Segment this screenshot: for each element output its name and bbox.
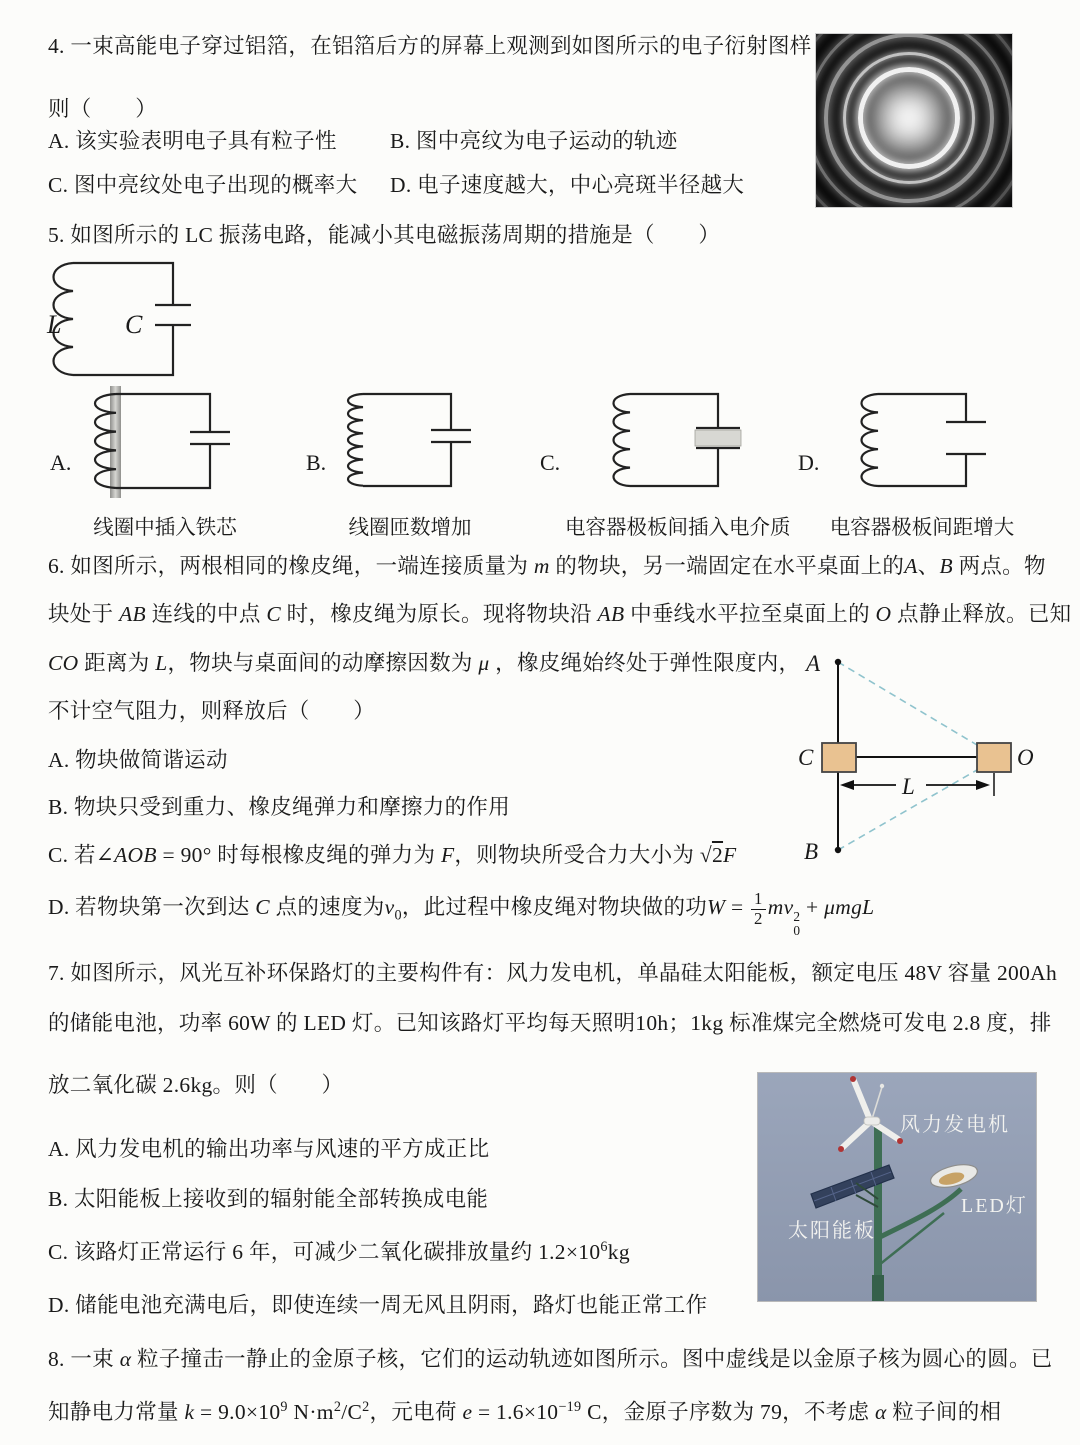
q6-option-d: D. 若物块第一次到达 C 点的速度为$v_0$，此过程中橡皮绳对物块做的功W = $\frac{1}{2}$ mv 2 0 + μmgL xyxy=(48,889,875,938)
inductor-coil xyxy=(614,394,631,486)
lamp-pole xyxy=(874,1125,882,1301)
q6-option-b: B. 物块只受到重力、橡皮绳弹力和摩擦力的作用 xyxy=(48,795,510,819)
diffraction-ring xyxy=(815,33,1013,208)
q6-option-a: A. 物块做简谐运动 xyxy=(48,748,228,772)
q4-option-a: A. 该实验表明电子具有粒子性 xyxy=(48,129,337,153)
arrowhead-right xyxy=(976,780,990,790)
photo-label-panel: 太阳能板 xyxy=(788,1220,876,1242)
capacitor-label: C xyxy=(125,310,143,339)
blade-tip xyxy=(838,1146,844,1152)
q4-option-d: D. 电子速度越大，中心亮斑半径越大 xyxy=(390,173,745,197)
q8-stem-line1: 8. 一束 α 粒子撞击一静止的金原子核，它们的运动轨迹如图所示。图中虚线是以金原子核为圆心的圆。已 xyxy=(48,1347,1053,1371)
q6-stem-line3: CO 距离为 L，物块与桌面间的动摩擦因数为 μ ，橡皮绳始终处于弹性限度内， xyxy=(48,651,801,675)
q6-force-diagram xyxy=(798,643,1060,883)
circuit-wires xyxy=(878,394,986,486)
q5-option-b-caption: 线圈匝数增加 xyxy=(348,517,472,539)
q6-option-c: C. 若∠AOB = 90° 时每根橡皮绳的弹力为 F，则物块所受合力大小为 √2F xyxy=(48,843,737,867)
arrowhead-left xyxy=(840,780,854,790)
block-at-c xyxy=(822,743,856,772)
dielectric-block xyxy=(695,430,741,446)
q4-option-b: B. 图中亮纹为电子运动的轨迹 xyxy=(390,129,678,153)
point-b-dot xyxy=(835,847,841,853)
q5-option-d-circuit xyxy=(848,386,998,504)
q7-stem-line1: 7. 如图所示，风光互补环保路灯的主要构件有：风力发电机，单晶硅太阳能板，额定电压 48V 容量 200Ah xyxy=(48,961,1057,985)
photo-label-turbine: 风力发电机 xyxy=(900,1114,1010,1136)
q5-option-a-label: A. xyxy=(50,450,72,475)
electron-diffraction-image xyxy=(815,33,1013,208)
q7-stem-line2: 的储能电池，功率 60W 的 LED 灯。已知该路灯平均每天照明10h；1kg 标准煤完全燃烧可发电 2.8 度，排 xyxy=(48,1011,1052,1035)
q6-stem-line1: 6. 如图所示，两根相同的橡皮绳，一端连接质量为 m 的物块，另一端固定在水平桌面上的A、B 两点。物 xyxy=(48,554,1046,578)
q5-option-c-circuit xyxy=(600,386,750,504)
blade-tip xyxy=(897,1138,903,1144)
q5-option-c-caption: 电容器极板间插入电介质 xyxy=(565,517,791,539)
photo-label-led: LED灯 xyxy=(961,1195,1028,1217)
turbine-nacelle xyxy=(864,1117,880,1125)
inductor-label: L xyxy=(47,310,62,339)
dashed-line-a-o xyxy=(838,662,977,745)
q7-option-d: D. 储能电池充满电后，即使连续一周无风且阴雨，路灯也能正常工作 xyxy=(48,1293,708,1317)
q7-option-a: A. 风力发电机的输出功率与风速的平方成正比 xyxy=(48,1137,490,1161)
q4-stem: 4. 一束高能电子穿过铝箔，在铝箔后方的屏幕上观测到如图所示的电子衍射图样 xyxy=(48,34,812,58)
q5-option-d-caption: 电容器极板间距增大 xyxy=(829,517,1015,539)
q8-stem-line2: 知静电力常量 $k = 9.0\times 10^9$ $N\cdot m^2/C^2$，元电荷 $e = 1.6\times 10^{-19}$ C，金原子序数为 79，不考虑 α 粒子间的相 xyxy=(48,1399,1002,1425)
point-a-dot xyxy=(835,659,841,665)
label-a: A xyxy=(806,651,821,676)
inductor-coil xyxy=(862,394,879,486)
q6-stem-line2: 块处于 AB 连线的中点 C 时，橡皮绳为原长。现将物块沿 AB 中垂线水平拉至桌面上的 O 点静止释放。已知 xyxy=(48,602,1072,626)
q5-option-a-circuit xyxy=(90,386,240,504)
sky-background xyxy=(758,1073,1036,1301)
blade-tip xyxy=(850,1076,856,1082)
block-at-o xyxy=(977,743,1011,772)
label-l: L xyxy=(902,774,915,799)
q5-option-b-label: B. xyxy=(306,450,327,475)
q5-lc-circuit-diagram xyxy=(45,253,210,385)
label-c: C xyxy=(798,745,814,770)
q7-option-c: C. 该路灯正常运行 6 年，可减少二氧化碳排放量约 $1.2\times 10^6kg$ xyxy=(48,1239,630,1265)
q5-option-a-caption: 线圈中插入铁芯 xyxy=(93,517,237,539)
q7-streetlamp-photo xyxy=(757,1072,1037,1302)
label-b: B xyxy=(804,839,819,864)
q5-option-d-label: D. xyxy=(798,450,820,475)
q7-option-b: B. 太阳能板上接收到的辐射能全部转换成电能 xyxy=(48,1187,489,1211)
q7-stem-line3: 放二氧化碳 2.6kg。则（ ） xyxy=(48,1073,344,1097)
q6-stem-line4: 不计空气阻力，则释放后（ ） xyxy=(48,699,376,723)
iron-core xyxy=(110,386,121,498)
q5-stem: 5. 如图所示的 LC 振荡电路，能减小其电磁振荡周期的措施是（ ） xyxy=(48,223,721,247)
q4-option-c: C. 图中亮纹处电子出现的概率大 xyxy=(48,173,358,197)
circuit-wires xyxy=(116,394,230,488)
q4-stem-2: 则（ ） xyxy=(48,97,158,121)
q5-option-b-circuit xyxy=(333,386,483,504)
q5-option-c-label: C. xyxy=(540,450,561,475)
lamp-pole-base xyxy=(872,1275,884,1301)
label-o: O xyxy=(1017,745,1034,770)
inductor-coil xyxy=(348,394,363,486)
circuit-wires xyxy=(363,394,471,486)
